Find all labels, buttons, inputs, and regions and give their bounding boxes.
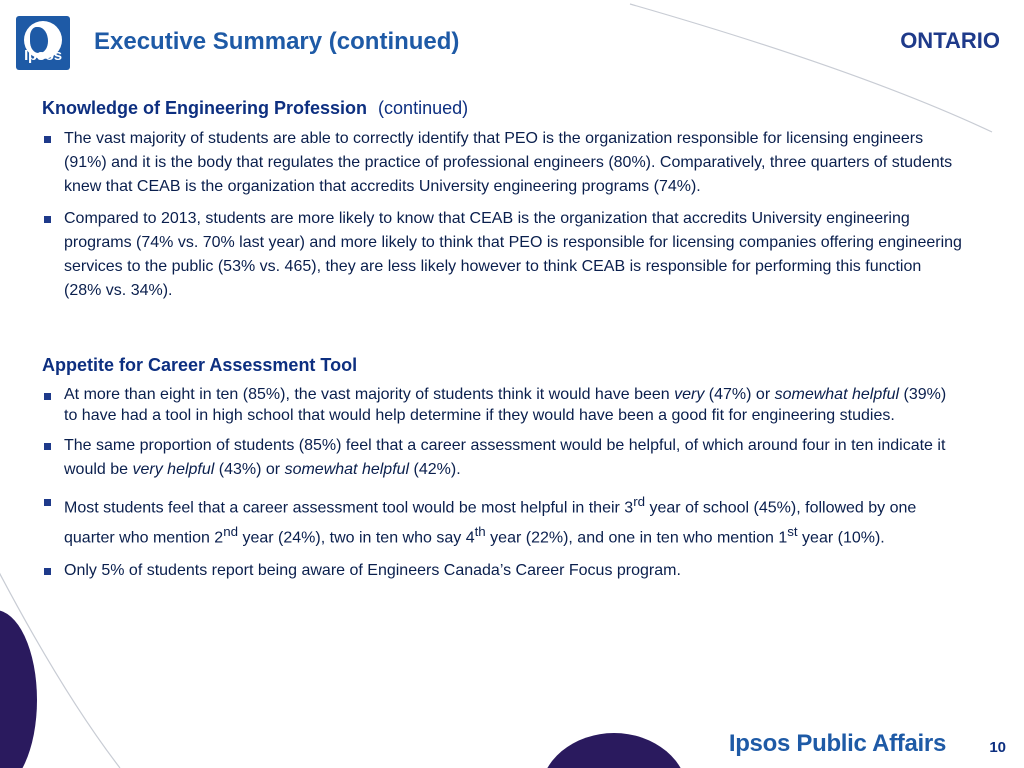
slide-content xyxy=(42,98,962,591)
bullet-same-proportion: The same proportion of students (85%) feel that a career assessment would be helpful, of which around four in ten indicate it would be very helpful (43%) or somewhat helpful (42%). xyxy=(42,434,962,482)
career-bullet-list xyxy=(42,384,962,583)
knowledge-bullet-list xyxy=(42,127,962,303)
page-number: 10 xyxy=(989,739,1006,756)
bullet-peo-identification: The vast majority of students are able to correctly identify that PEO is the organization responsible for licensing engineers (91%) and it is the body that regulates the practice of professional engineers (80%). Comparatively, three quarters of students knew that CEAB is the organization that accredits University engineering programs (74%). xyxy=(42,127,962,199)
bullet-eight-in-ten: At more than eight in ten (85%), the vast majority of students think it would have been very (47%) or somewhat helpful (39%) to have had a tool in high school that would help determine if they would have been a good fit for engineering studies. xyxy=(42,384,962,426)
logo-text: Ipsos xyxy=(24,47,62,64)
bullet-compared-2013: Compared to 2013, students are more likely to know that CEAB is the organization that accredits University engineering programs (74% vs. 70% last year) and more likely to think that PEO is responsible for licensing companies offering engineering services to the public (53% vs. 465), they are less likely however to think CEAB is responsible for performing this function (28% vs. 34%). xyxy=(42,207,962,303)
section-heading-suffix: (continued) xyxy=(378,98,469,118)
region-label: ONTARIO xyxy=(900,28,1000,53)
section-heading-knowledge xyxy=(42,98,962,119)
bullet-career-focus-awareness: Only 5% of students report being aware of Engineers Canada’s Career Focus program. xyxy=(42,559,962,583)
section-heading-text: Knowledge of Engineering Profession xyxy=(42,98,368,118)
slide-title: Executive Summary (continued) xyxy=(94,28,460,55)
ipsos-logo xyxy=(16,16,70,70)
section-heading-career-tool: Appetite for Career Assessment Tool xyxy=(42,355,358,375)
bullet-year-of-school: Most students feel that a career assessment tool would be most helpful in their 3rd year of school (45%), followed by one quarter who mention 2nd year (24%), two in ten who say 4th year (22%), and one in ten who mention 1st year (10%). xyxy=(42,490,962,551)
footer-brand: Ipsos Public Affairs xyxy=(728,730,946,757)
